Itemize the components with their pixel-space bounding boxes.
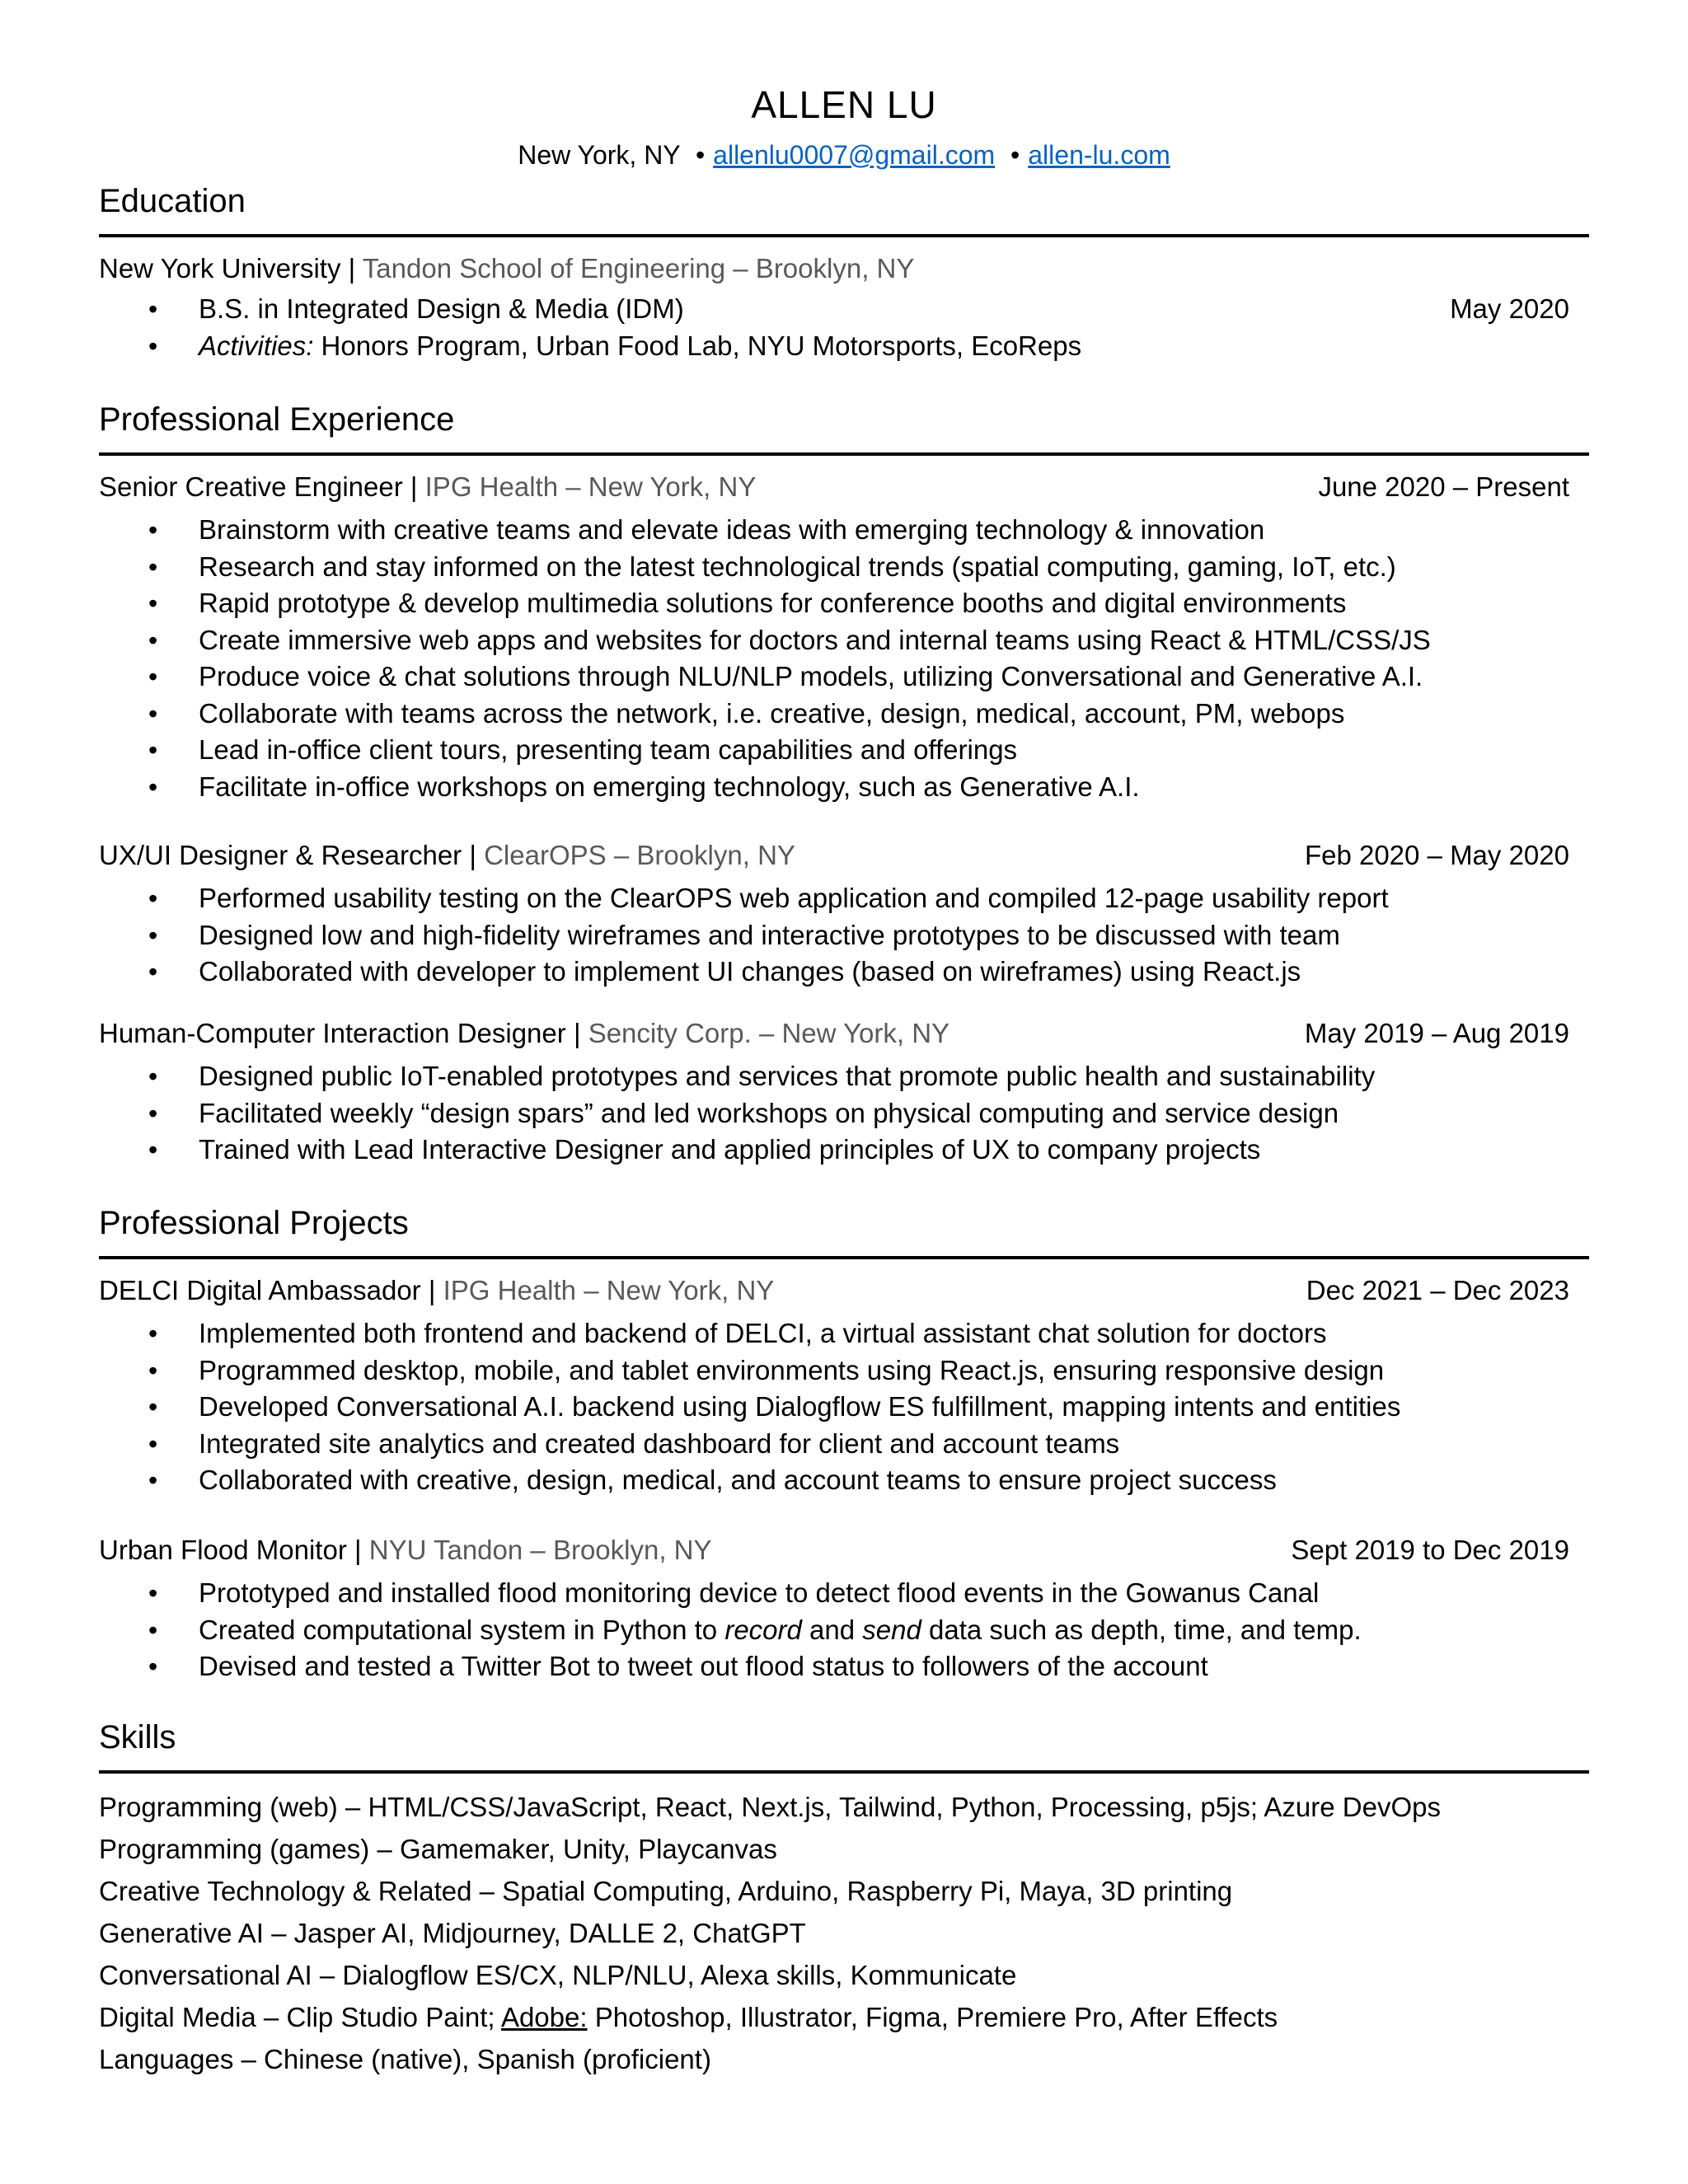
job-org: Sencity Corp. [588,1018,752,1048]
project-org: IPG Health [443,1275,577,1305]
project-header [99,1535,1569,1566]
project-bullets [99,1575,1569,1685]
bullet-text: , a virtual assistant chat solution for doctors [804,1318,1327,1348]
skill-label: Programming (web) [99,1792,338,1822]
emphasis-record: record [724,1614,802,1645]
project-header [99,1275,1569,1306]
project-org: NYU Tandon [368,1535,523,1565]
job-bullets [99,880,1569,991]
skill-row [99,1828,1569,1870]
section-title-skills: Skills [99,1719,176,1755]
project-bullets [99,1315,1569,1499]
list-item: • Integrated site analytics and created dashboard for client and account teams [99,1426,1569,1463]
skill-row [99,1954,1569,1996]
section-title-experience: Professional Experience [99,401,455,438]
skill-value: – Clip Studio Paint; [256,2002,501,2032]
education-location: – Brooklyn, NY [733,253,915,284]
divider: | [469,840,476,870]
location: New York, NY [518,140,681,170]
job-bullets [99,1058,1569,1169]
job-role: Human-Computer Interaction Designer [99,1018,566,1048]
list-item: • Trained with Lead Interactive Designer and applied principles of UX to company projects [99,1132,1569,1169]
section-divider [99,452,1589,456]
separator: • [695,140,706,170]
divider: | [354,1535,362,1565]
divider: | [348,253,356,284]
skill-label: Programming (games) [99,1834,370,1864]
section-title-projects: Professional Projects [99,1205,409,1241]
department-name: Tandon School of Engineering [362,253,726,284]
skill-label: Creative Technology & Related – Spatial Computing, [99,1876,733,1906]
emphasis-send: send [862,1614,921,1645]
divider: | [573,1018,581,1048]
activities: Honors Program, Urban Food Lab, NYU Motorsports, EcoReps [321,330,1082,361]
skill-label: Digital Media [99,2002,256,2032]
skills-list [99,1786,1569,2080]
list-item: • Lead in-office client tours, presenting team capabilities and offerings [99,732,1569,769]
skill-label: Generative AI [99,1918,264,1948]
job-bullets [99,512,1569,805]
skill-value: Photoshop, Illustrator, Figma, Premiere Pro, After Effects [587,2002,1278,2032]
list-item: • Brainstorm with creative teams and elevate ideas with emerging technology & innovation [99,512,1569,549]
bullet-text: Created computational system in Python to [199,1614,725,1645]
skill-row [99,1870,1569,1912]
list-item [99,291,1569,328]
list-item: • Collaborate with teams across the network, i.e. creative, design, medical, account, PM, webops [99,696,1569,733]
list-item: • Prototyped and installed flood monitoring device to detect flood events in the Gowanus Canal [99,1575,1569,1612]
job-header [99,1018,1569,1049]
skill-row [99,1912,1569,1954]
list-item: • Developed Conversational A.I. backend using Dialogflow ES fulfillment, mapping intents and entities [99,1389,1569,1426]
education-entry-header [99,253,1569,284]
bullet-text: Implemented both frontend and backend of [199,1318,725,1348]
list-item: • Devised and tested a Twitter Bot to tweet out flood status to followers of the account [99,1648,1569,1685]
job-dates: May 2019 – Aug 2019 [1304,1018,1569,1048]
section-divider [99,1770,1589,1774]
skill-value: – Dialogflow ES/CX, NLP/NLU, Alexa skills, Kommunicate [312,1960,1017,1990]
school-name: New York University [99,253,341,284]
list-item: • Facilitated weekly “design spars” and led workshops on physical computing and service design [99,1095,1569,1132]
list-item [99,328,1569,365]
skill-value: – Jasper AI, Midjourney, DALLE 2, ChatGPT [263,1918,806,1948]
degree: B.S. in Integrated Design & Media (IDM) [199,293,684,324]
job-header [99,840,1569,871]
divider: | [410,471,418,502]
job-header [99,471,1569,503]
skill-value: – Gamemaker, Unity, Playcanvas [369,1834,777,1864]
bullet-text: data such as depth, time, and temp. [921,1614,1362,1645]
project-dates: Dec 2021 – Dec 2023 [1306,1275,1569,1305]
email-link[interactable]: allenlu0007@gmail.com [713,140,996,170]
list-item: • Create immersive web apps and websites for doctors and internal teams using React & HTML/CSS/JS [99,622,1569,659]
section-divider [99,234,1589,237]
contact-line [0,140,1688,171]
skill-value: – Chinese (native), Spanish (proficient) [233,2044,711,2074]
skill-value: Arduino, Raspberry Pi, Maya, 3D printing [732,1876,1233,1906]
job-location: – Brooklyn, NY [613,840,795,870]
skill-label: Languages [99,2044,234,2074]
project-role: Urban Flood Monitor [99,1535,347,1565]
separator: • [1010,140,1020,170]
list-item: • Performed usability testing on the ClearOPS web application and compiled 12-page usability report [99,880,1569,917]
adobe-label: Adobe: [500,2002,588,2032]
list-item: • Produce voice & chat solutions through NLU/NLP models, utilizing Conversational and Generative A.I. [99,658,1569,696]
list-item: • Collaborated with developer to implement UI changes (based on wireframes) using React.js [99,954,1569,991]
list-item: • Research and stay informed on the latest technological trends (spatial computing, gaming, IoT, etc.) [99,549,1569,586]
project-location: – New York, NY [584,1275,775,1305]
graduation-date: May 2020 [1450,293,1569,324]
delci-name: DELCI [724,1318,805,1348]
list-item: • Rapid prototype & develop multimedia solutions for conference booths and digital environments [99,585,1569,622]
divider: | [428,1275,436,1305]
education-bullets [99,291,1569,364]
job-location: – New York, NY [565,471,757,502]
project-role: DELCI Digital Ambassador [99,1275,421,1305]
job-location: – New York, NY [758,1018,950,1048]
list-item: • Facilitate in-office workshops on emerging technology, such as Generative A.I. [99,769,1569,806]
job-role: Senior Creative Engineer [99,471,403,502]
job-org: ClearOPS [484,840,607,870]
job-role: UX/UI Designer & Researcher [99,840,462,870]
job-dates: June 2020 – Present [1318,471,1569,502]
candidate-name: ALLEN LU [751,83,937,126]
list-item: • Programmed desktop, mobile, and tablet environments using React.js, ensuring responsive design [99,1352,1569,1390]
skill-label: Conversational AI [99,1960,312,1990]
job-dates: Feb 2020 – May 2020 [1304,840,1569,870]
skill-row [99,1786,1569,1828]
list-item [99,1315,1569,1352]
website-link[interactable]: allen-lu.com [1028,140,1170,170]
skill-row [99,2038,1569,2080]
list-item: • Collaborated with creative, design, medical, and account teams to ensure project success [99,1462,1569,1499]
section-title-education: Education [99,183,246,219]
project-location: – Brooklyn, NY [530,1535,712,1565]
activities-label: Activities: [199,330,314,361]
list-item: • Designed low and high-fidelity wireframes and interactive prototypes to be discussed with team [99,917,1569,954]
list-item [99,1612,1569,1649]
skill-value: – HTML/CSS/JavaScript, React, Next.js, Tailwind, Python, Processing, p5js; Azure DevOps [337,1792,1442,1822]
bullet-text: and [801,1614,863,1645]
list-item: • Designed public IoT-enabled prototypes and services that promote public health and sustainability [99,1058,1569,1095]
skill-row [99,1996,1569,2038]
job-org: IPG Health [424,471,559,502]
section-divider [99,1256,1589,1259]
project-dates: Sept 2019 to Dec 2019 [1291,1535,1569,1565]
